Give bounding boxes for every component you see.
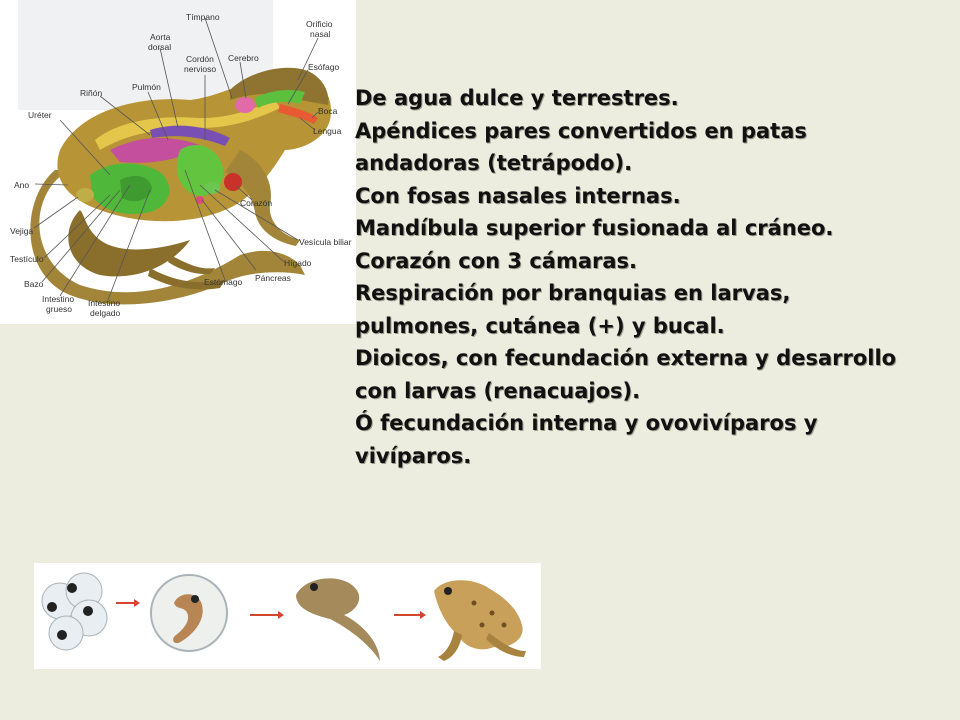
text-line: Apéndices pares convertidos en patas	[355, 118, 807, 143]
label-pulmon: Pulmón	[132, 82, 161, 92]
embryo-image	[140, 565, 250, 665]
label-boca: Boca	[318, 106, 338, 116]
label-cordon-nervioso: Cordón nervioso	[184, 54, 217, 74]
text-line: Mandíbula superior fusionada al cráneo.	[355, 216, 834, 240]
label-intestino-delgado: Intestino delgado	[88, 298, 121, 318]
arrow-icon	[394, 611, 426, 619]
frog-anatomy-drawing	[0, 0, 356, 324]
label-rinon: Riñón	[80, 88, 103, 98]
life-cycle-drawing	[34, 563, 541, 669]
text-line: Respiración por branquias en larvas,	[355, 281, 791, 305]
label-timpano: Tímpano	[186, 12, 220, 22]
tadpole-image	[286, 567, 396, 667]
frog-life-cycle-strip	[34, 563, 541, 669]
label-vejiga: Vejiga	[10, 226, 34, 236]
text-line: con larvas (renacuajos).	[355, 378, 641, 403]
label-ano: Ano	[14, 180, 30, 190]
frog-anatomy-illustration	[0, 0, 356, 324]
label-esofago: Esófago	[308, 62, 340, 72]
text-line: andadoras (tetrápodo).	[355, 151, 633, 175]
arrow-icon	[250, 611, 284, 619]
label-vesicula-biliar: Vesícula biliar	[299, 237, 352, 247]
text-line: Con fosas nasales internas.	[355, 183, 681, 208]
label-aorta-dorsal: Aorta dorsal	[148, 32, 172, 52]
label-lengua: Lengua	[313, 126, 342, 136]
label-higado: Hígado	[284, 258, 312, 268]
label-cerebro: Cerebro	[228, 53, 259, 63]
eggs-image	[34, 563, 139, 663]
label-bazo: Bazo	[24, 279, 44, 289]
label-intestino-grueso: Intestino grueso	[42, 294, 75, 314]
text-line: Corazón con 3 cámaras.	[355, 248, 638, 273]
label-pancreas: Páncreas	[255, 273, 291, 283]
label-corazon: Corazón	[240, 198, 273, 208]
label-estomago: Estómago	[204, 277, 243, 287]
text-line: Dioicos, con fecundación externa y desarrollo	[355, 346, 897, 370]
label-ureter: Uréter	[28, 110, 52, 120]
text-line: De agua dulce y terrestres.	[355, 86, 679, 110]
text-line: Ó fecundación interna y ovovivíparos y	[355, 411, 818, 435]
label-testiculo: Testículo	[10, 254, 44, 264]
adult-frog-image	[426, 563, 541, 669]
frog-characteristics-text	[355, 82, 955, 472]
text-line: vivíparos.	[355, 443, 472, 468]
label-orificio-nasal: Orificio nasal	[306, 19, 333, 39]
text-line: pulmones, cutánea (+) y bucal.	[355, 313, 725, 338]
